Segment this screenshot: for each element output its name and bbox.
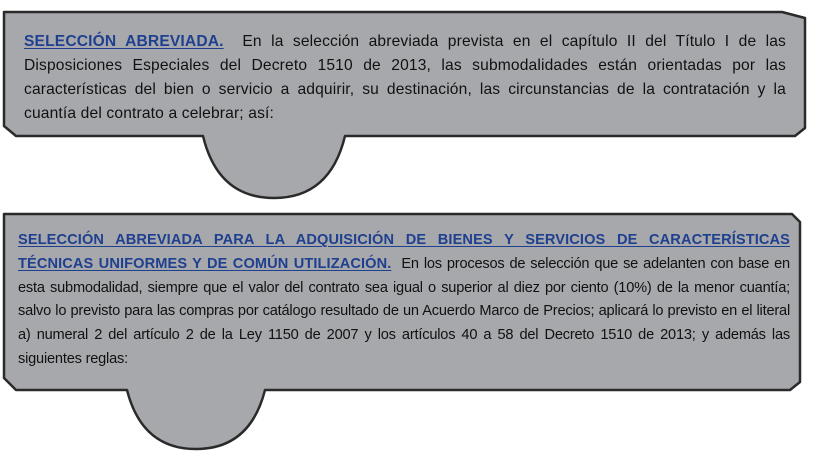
- callout-selection-abbreviated: [0, 0, 815, 200]
- callout-text: [24, 30, 786, 126]
- section-heading: SELECCIÓN ABREVIADA PARA LA ADQUISICIÓN DE BIENES Y SERVICIOS DE CARACTERÍSTICAS TÉCNICAS UNIFORMES Y DE COMÚN UTILIZACIÓN.: [18, 232, 790, 272]
- section-body: En la selección abreviada prevista en el capítulo II del Título I de las Disposiciones Especiales del Decreto 1510 de 2013, las submodalidades están orientadas por las características del bien o servicio a adquirir, su destinación, las circunstancias de la contratación y la cuantía del contrato a celebrar; así:: [24, 33, 787, 122]
- section-body: En los procesos de selección que se adelanten con base en esta submodalidad, siempre que el valor del contrato sea igual o superior al diez por ciento (10%) de la menor cuantía; salvo lo previsto para las compras por catálogo resultado de un Acuerdo Marco de Precios; aplicará lo previsto en el literal a) numeral 2 del artículo 2 de la Ley 1150 de 2007 y los artículos 40 a 58 del Decreto 1510 de 2013; y además las siguientes reglas:: [18, 255, 790, 367]
- callout-selection-uniform-goods: [0, 212, 815, 453]
- callout-text: [18, 229, 790, 372]
- section-heading: SELECCIÓN ABREVIADA.: [24, 33, 224, 50]
